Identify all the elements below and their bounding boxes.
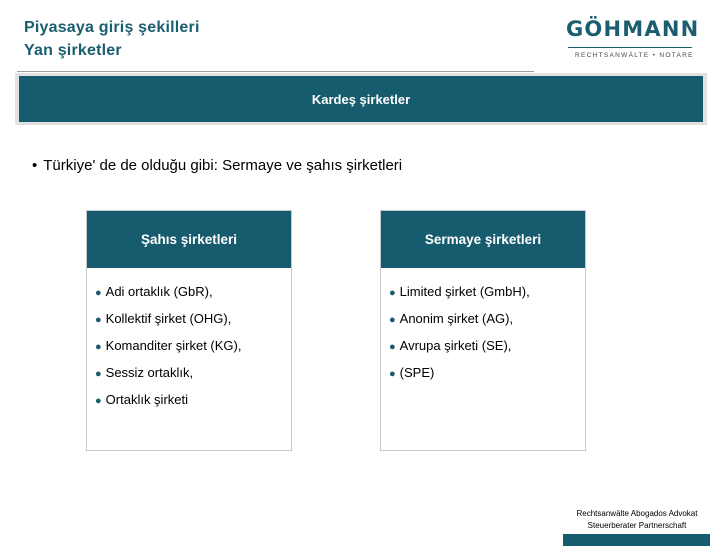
card-list (381, 268, 585, 391)
bullet-icon: ● (389, 314, 396, 326)
intro-text: Türkiye' de de olduğu gibi: Sermaye ve şahıs şirketleri (43, 157, 403, 174)
footer-firm-text (565, 508, 709, 532)
bullet-icon: ● (95, 341, 102, 353)
card-title: Şahıs şirketleri (140, 232, 238, 247)
card-sahis-sirketleri (86, 210, 292, 451)
section-banner (19, 76, 703, 122)
list-item: ● (SPE) (389, 365, 435, 380)
bullet-icon: ● (95, 368, 102, 380)
footer-line2: Steuerberater Partnerschaft (587, 521, 687, 530)
gohmann-logo (566, 17, 700, 65)
slide-title-line1: Piyasaya giriş şekilleri (24, 19, 200, 36)
list-item: ● Adi ortaklık (GbR), (95, 284, 213, 299)
list-item: ● Avrupa şirketi (SE), (389, 338, 512, 353)
card-sermaye-sirketleri (380, 210, 586, 451)
card-header (381, 211, 585, 268)
banner-frame (15, 73, 707, 125)
intro-bullet (32, 157, 402, 174)
slide-title-line2: Yan şirketler (24, 42, 122, 59)
list-item: ● Ortaklık şirketi (95, 392, 188, 407)
logo-name: GÖHMANN (566, 17, 700, 41)
title-divider (17, 71, 534, 72)
bullet-icon: ● (389, 287, 396, 299)
card-header (87, 211, 291, 268)
list-item: ● Kollektif şirket (OHG), (95, 311, 232, 326)
card-list (87, 268, 291, 418)
list-item: ● Sessiz ortaklık, (95, 365, 194, 380)
card-title: Sermaye şirketleri (424, 232, 542, 247)
bullet-icon: ● (389, 341, 396, 353)
banner-title: Kardeş şirketler (311, 91, 411, 107)
logo-subtitle: RECHTSANWÄLTE • NOTARE (575, 52, 694, 59)
logo-divider (568, 47, 692, 48)
list-item: ● Komanditer şirket (KG), (95, 338, 242, 353)
footer-accent-bar (563, 534, 710, 546)
bullet-icon: ● (389, 368, 396, 380)
bullet-icon: • (32, 157, 38, 174)
bullet-icon: ● (95, 395, 102, 407)
footer-line1: Rechtsanwälte Abogados Advokat (576, 509, 698, 518)
bullet-icon: ● (95, 314, 102, 326)
bullet-icon: ● (95, 287, 102, 299)
list-item: ● Limited şirket (GmbH), (389, 284, 530, 299)
list-item: ● Anonim şirket (AG), (389, 311, 514, 326)
